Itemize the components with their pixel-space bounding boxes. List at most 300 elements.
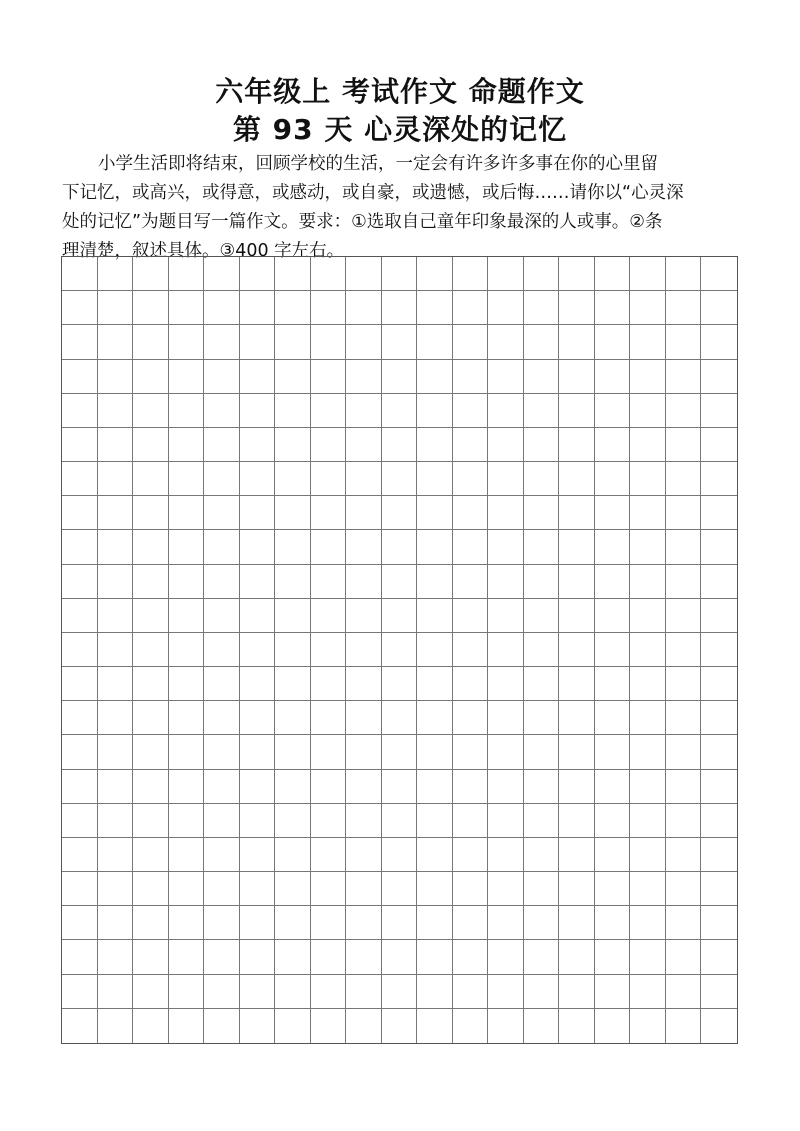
grid-cell [275, 428, 311, 462]
grid-cell [169, 462, 205, 496]
grid-cell [595, 599, 631, 633]
grid-cell [311, 428, 347, 462]
grid-cell [559, 291, 595, 325]
grid-cell [311, 360, 347, 394]
grid-cell [382, 462, 418, 496]
grid-cell [488, 975, 524, 1009]
grid-cell [346, 530, 382, 564]
grid-cell [311, 496, 347, 530]
grid-cell [346, 394, 382, 428]
grid-cell [417, 291, 453, 325]
grid-cell [559, 360, 595, 394]
grid-cell [346, 804, 382, 838]
grid-cell [346, 667, 382, 701]
grid-cell [701, 838, 737, 872]
grid-cell [133, 291, 169, 325]
grid-cell [559, 735, 595, 769]
grid-cell [453, 872, 489, 906]
grid-cell [133, 530, 169, 564]
grid-cell [240, 462, 276, 496]
grid-cell [488, 667, 524, 701]
grid-cell [559, 804, 595, 838]
grid-cell [453, 325, 489, 359]
grid-cell [524, 257, 560, 291]
grid-cell [382, 940, 418, 974]
grid-cell [559, 599, 595, 633]
grid-cell [382, 360, 418, 394]
grid-cell [559, 975, 595, 1009]
grid-cell [275, 565, 311, 599]
grid-cell [62, 394, 98, 428]
grid-cell [595, 360, 631, 394]
grid-cell [346, 360, 382, 394]
grid-cell [488, 360, 524, 394]
grid-cell [453, 394, 489, 428]
grid-cell [62, 291, 98, 325]
grid-cell [204, 667, 240, 701]
composition-prompt [62, 150, 740, 266]
grid-cell [133, 975, 169, 1009]
grid-cell [524, 325, 560, 359]
grid-cell [346, 257, 382, 291]
grid-cell [133, 325, 169, 359]
grid-cell [204, 462, 240, 496]
grid-cell [559, 462, 595, 496]
grid-cell [98, 462, 134, 496]
grid-cell [630, 872, 666, 906]
grid-cell [275, 462, 311, 496]
grid-cell [595, 701, 631, 735]
grid-cell [62, 735, 98, 769]
grid-cell [98, 872, 134, 906]
grid-cell [417, 496, 453, 530]
grid-cell [240, 906, 276, 940]
grid-cell [204, 257, 240, 291]
grid-cell [382, 325, 418, 359]
grid-cell [62, 462, 98, 496]
grid-cell [701, 530, 737, 564]
grid-cell [453, 975, 489, 1009]
grid-cell [240, 838, 276, 872]
grid-cell [169, 770, 205, 804]
grid-cell [62, 1009, 98, 1043]
grid-cell [275, 291, 311, 325]
grid-cell [666, 599, 702, 633]
grid-cell [169, 701, 205, 735]
grid-cell [62, 701, 98, 735]
grid-cell [524, 667, 560, 701]
grid-cell [311, 701, 347, 735]
grid-cell [311, 906, 347, 940]
grid-cell [595, 394, 631, 428]
grid-cell [488, 701, 524, 735]
grid-cell [204, 633, 240, 667]
grid-cell [701, 940, 737, 974]
grid-cell [417, 360, 453, 394]
grid-cell [275, 394, 311, 428]
grid-cell [595, 462, 631, 496]
grid-cell [453, 1009, 489, 1043]
grid-cell [204, 735, 240, 769]
grid-cell [559, 872, 595, 906]
grid-cell [595, 496, 631, 530]
grid-cell [417, 428, 453, 462]
grid-cell [630, 735, 666, 769]
grid-cell [666, 496, 702, 530]
grid-cell [382, 1009, 418, 1043]
grid-cell [240, 599, 276, 633]
grid-cell [417, 633, 453, 667]
grid-cell [453, 633, 489, 667]
grid-cell [453, 940, 489, 974]
grid-cell [311, 530, 347, 564]
grid-cell [559, 667, 595, 701]
grid-cell [275, 1009, 311, 1043]
grid-cell [311, 325, 347, 359]
grid-cell [453, 770, 489, 804]
grid-cell [488, 633, 524, 667]
grid-cell [204, 325, 240, 359]
grid-cell [204, 770, 240, 804]
grid-cell [666, 394, 702, 428]
grid-cell [169, 940, 205, 974]
grid-cell [133, 701, 169, 735]
grid-cell [62, 496, 98, 530]
grid-cell [524, 701, 560, 735]
grid-cell [701, 360, 737, 394]
grid-cell [311, 394, 347, 428]
grid-cell [62, 599, 98, 633]
grid-cell [240, 530, 276, 564]
grid-cell [666, 701, 702, 735]
grid-cell [346, 462, 382, 496]
grid-cell [453, 360, 489, 394]
grid-cell [559, 257, 595, 291]
grid-cell [595, 906, 631, 940]
grid-cell [98, 530, 134, 564]
grid-cell [595, 530, 631, 564]
grid-cell [524, 804, 560, 838]
grid-cell [666, 906, 702, 940]
grid-cell [382, 975, 418, 1009]
grid-cell [346, 565, 382, 599]
grid-cell [240, 770, 276, 804]
grid-cell [240, 940, 276, 974]
grid-cell [133, 428, 169, 462]
grid-cell [453, 701, 489, 735]
grid-cell [453, 257, 489, 291]
grid-cell [666, 770, 702, 804]
grid-cell [311, 291, 347, 325]
grid-cell [417, 565, 453, 599]
grid-cell [133, 360, 169, 394]
grid-cell [169, 496, 205, 530]
grid-cell [630, 530, 666, 564]
grid-cell [524, 565, 560, 599]
grid-cell [524, 360, 560, 394]
grid-cell [98, 1009, 134, 1043]
grid-cell [98, 667, 134, 701]
grid-cell [204, 906, 240, 940]
grid-cell [630, 701, 666, 735]
grid-cell [62, 770, 98, 804]
grid-cell [62, 838, 98, 872]
grid-cell [204, 838, 240, 872]
grid-cell [417, 735, 453, 769]
grid-cell [346, 838, 382, 872]
grid-cell [559, 633, 595, 667]
grid-cell [453, 667, 489, 701]
grid-cell [382, 667, 418, 701]
grid-cell [62, 325, 98, 359]
grid-cell [488, 325, 524, 359]
grid-cell [524, 838, 560, 872]
grid-cell [382, 770, 418, 804]
grid-cell [595, 428, 631, 462]
grid-cell [98, 906, 134, 940]
grid-cell [666, 462, 702, 496]
grid-cell [169, 428, 205, 462]
grid-cell [169, 906, 205, 940]
grid-cell [559, 940, 595, 974]
grid-cell [98, 804, 134, 838]
grid-cell [559, 496, 595, 530]
grid-cell [169, 565, 205, 599]
grid-cell [417, 872, 453, 906]
grid-cell [488, 735, 524, 769]
grid-cell [595, 1009, 631, 1043]
grid-cell [630, 257, 666, 291]
grid-cell [595, 735, 631, 769]
grid-cell [311, 667, 347, 701]
grid-cell [240, 735, 276, 769]
grid-cell [417, 838, 453, 872]
grid-cell [559, 428, 595, 462]
grid-cell [666, 428, 702, 462]
grid-cell [240, 496, 276, 530]
grid-cell [524, 599, 560, 633]
grid-cell [382, 872, 418, 906]
grid-cell [417, 975, 453, 1009]
grid-cell [630, 325, 666, 359]
grid-cell [98, 701, 134, 735]
grid-cell [666, 633, 702, 667]
grid-cell [275, 530, 311, 564]
grid-cell [204, 565, 240, 599]
grid-cell [98, 394, 134, 428]
grid-cell [382, 257, 418, 291]
grid-cell [169, 599, 205, 633]
grid-cell [204, 530, 240, 564]
grid-cell [133, 667, 169, 701]
grid-cell [701, 667, 737, 701]
grid-cell [169, 975, 205, 1009]
grid-cell [417, 770, 453, 804]
grid-cell [453, 599, 489, 633]
grid-cell [524, 872, 560, 906]
grid-cell [204, 975, 240, 1009]
grid-cell [417, 906, 453, 940]
grid-cell [204, 1009, 240, 1043]
grid-cell [701, 257, 737, 291]
grid-cell [630, 565, 666, 599]
grid-cell [346, 428, 382, 462]
grid-cell [382, 428, 418, 462]
grid-cell [524, 394, 560, 428]
grid-cell [666, 325, 702, 359]
grid-cell [346, 940, 382, 974]
grid-cell [417, 667, 453, 701]
grid-cell [417, 325, 453, 359]
grid-cell [240, 360, 276, 394]
grid-cell [275, 257, 311, 291]
grid-cell [488, 257, 524, 291]
grid-cell [169, 1009, 205, 1043]
grid-cell [382, 291, 418, 325]
grid-cell [133, 462, 169, 496]
grid-cell [169, 530, 205, 564]
grid-cell [595, 940, 631, 974]
grid-cell [98, 325, 134, 359]
grid-cell [275, 838, 311, 872]
grid-cell [701, 599, 737, 633]
grid-cell [701, 804, 737, 838]
grid-cell [488, 940, 524, 974]
grid-cell [240, 667, 276, 701]
grid-cell [701, 325, 737, 359]
grid-cell [62, 565, 98, 599]
grid-cell [559, 770, 595, 804]
grid-cell [453, 565, 489, 599]
grid-cell [169, 257, 205, 291]
prompt-line: 处的记忆”为题目写一篇作文。要求：①选取自己童年印象最深的人或事。②条 [62, 212, 663, 232]
grid-cell [701, 496, 737, 530]
grid-cell [488, 1009, 524, 1043]
grid-cell [311, 633, 347, 667]
grid-cell [62, 872, 98, 906]
grid-cell [666, 1009, 702, 1043]
grid-cell [630, 770, 666, 804]
grid-cell [133, 735, 169, 769]
grid-cell [133, 257, 169, 291]
grid-cell [275, 940, 311, 974]
grid-cell [98, 360, 134, 394]
grid-cell [169, 804, 205, 838]
grid-cell [133, 394, 169, 428]
grid-cell [701, 565, 737, 599]
grid-cell [666, 530, 702, 564]
grid-cell [133, 496, 169, 530]
grid-cell [311, 1009, 347, 1043]
grid-cell [701, 462, 737, 496]
grid-cell [630, 462, 666, 496]
grid-cell [240, 257, 276, 291]
grid-cell [275, 735, 311, 769]
grid-cell [488, 394, 524, 428]
grid-cell [488, 565, 524, 599]
grid-cell [382, 530, 418, 564]
grid-cell [666, 838, 702, 872]
grid-cell [595, 804, 631, 838]
grid-cell [169, 360, 205, 394]
grid-cell [169, 633, 205, 667]
grid-cell [240, 325, 276, 359]
grid-cell [524, 1009, 560, 1043]
grid-cell [630, 428, 666, 462]
grid-cell [488, 428, 524, 462]
grid-cell [630, 667, 666, 701]
grid-cell [98, 940, 134, 974]
grid-cell [630, 360, 666, 394]
grid-cell [275, 804, 311, 838]
grid-cell [524, 633, 560, 667]
grid-cell [62, 804, 98, 838]
grid-cell [417, 257, 453, 291]
grid-cell [595, 667, 631, 701]
grid-cell [488, 804, 524, 838]
grid-cell [488, 530, 524, 564]
grid-cell [488, 462, 524, 496]
grid-cell [701, 428, 737, 462]
grid-cell [98, 428, 134, 462]
grid-cell [204, 496, 240, 530]
grid-cell [488, 291, 524, 325]
grid-cell [417, 530, 453, 564]
grid-cell [204, 599, 240, 633]
grid-cell [275, 496, 311, 530]
prompt-line: 小学生活即将结束，回顾学校的生活，一定会有许多许多事在你的心里留 [98, 154, 658, 174]
grid-cell [311, 770, 347, 804]
grid-cell [488, 906, 524, 940]
grid-cell [417, 1009, 453, 1043]
grid-cell [382, 804, 418, 838]
grid-cell [595, 838, 631, 872]
grid-cell [133, 633, 169, 667]
grid-cell [453, 428, 489, 462]
grid-cell [701, 633, 737, 667]
grid-cell [666, 257, 702, 291]
grid-cell [240, 701, 276, 735]
grid-cell [630, 804, 666, 838]
grid-cell [453, 496, 489, 530]
grid-cell [346, 872, 382, 906]
grid-cell [524, 428, 560, 462]
grid-cell [62, 940, 98, 974]
grid-cell [98, 735, 134, 769]
grid-cell [311, 599, 347, 633]
grid-cell [311, 462, 347, 496]
grid-cell [559, 1009, 595, 1043]
grid-cell [169, 291, 205, 325]
grid-cell [417, 940, 453, 974]
grid-cell [98, 975, 134, 1009]
grid-cell [62, 667, 98, 701]
grid-cell [524, 530, 560, 564]
grid-cell [666, 291, 702, 325]
grid-cell [169, 735, 205, 769]
grid-cell [524, 496, 560, 530]
grid-cell [98, 599, 134, 633]
grid-cell [630, 496, 666, 530]
grid-cell [453, 462, 489, 496]
grid-cell [630, 599, 666, 633]
grid-cell [311, 257, 347, 291]
grid-cell [346, 975, 382, 1009]
grid-cell [382, 735, 418, 769]
grid-cell [133, 1009, 169, 1043]
grid-cell [595, 325, 631, 359]
grid-cell [204, 291, 240, 325]
